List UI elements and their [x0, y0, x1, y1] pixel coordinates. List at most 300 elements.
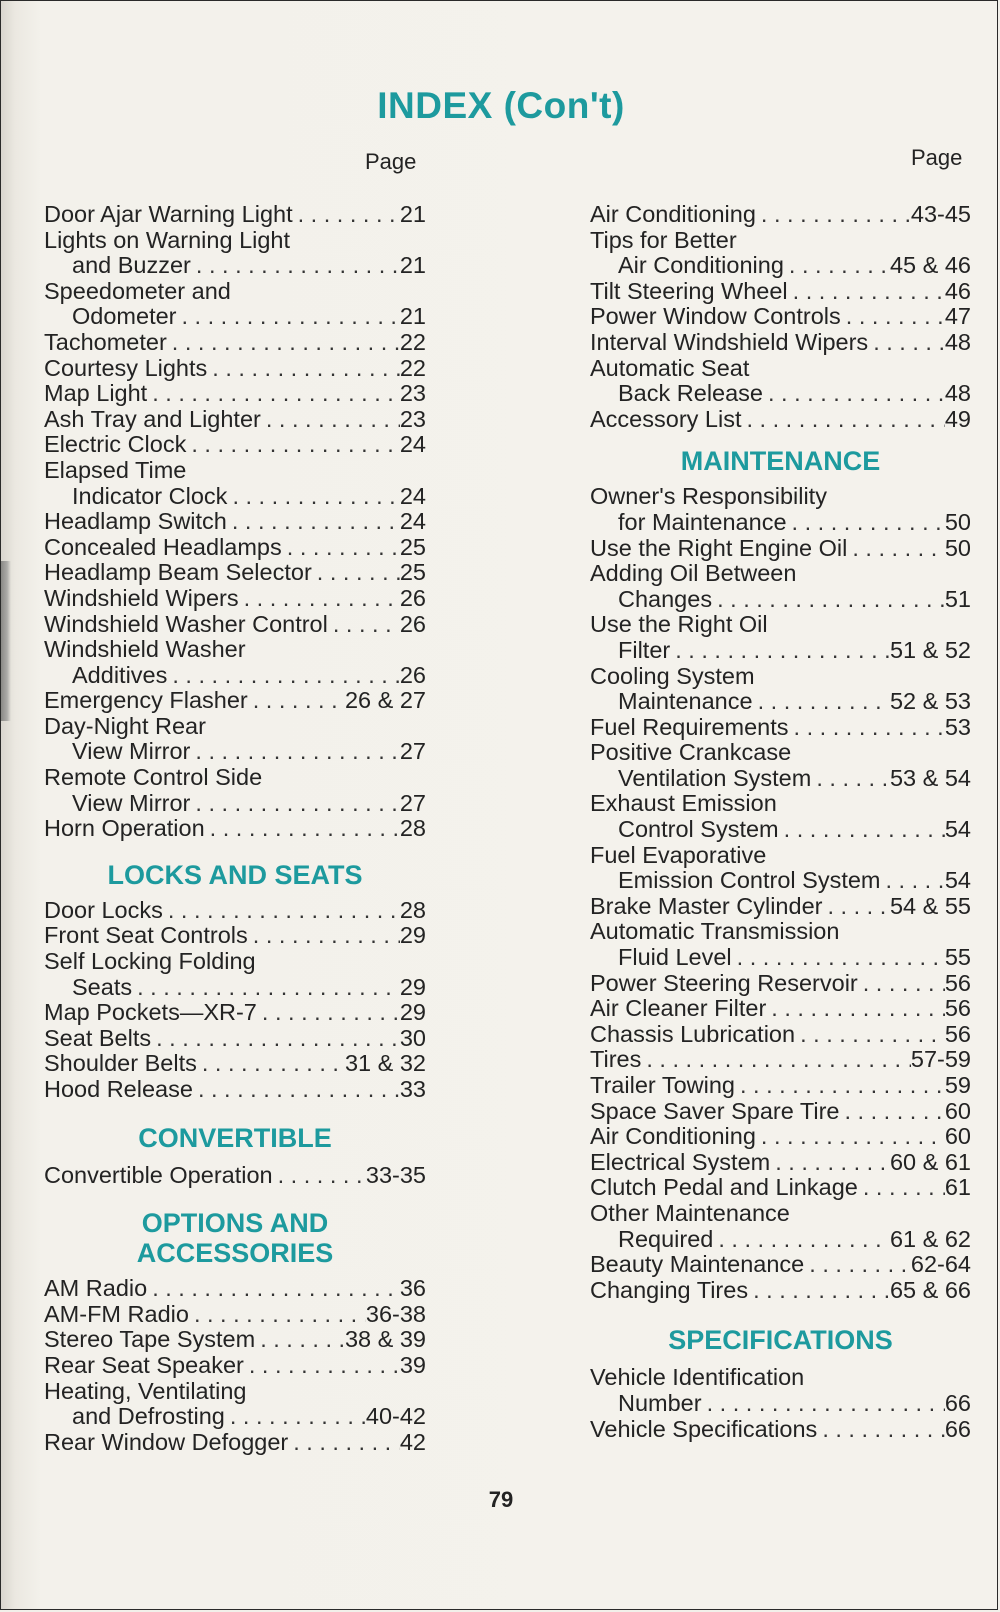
index-entry: [44, 1379, 426, 1430]
index-entry-label: Windshield Wipers: [44, 584, 239, 611]
section-heading-options-and-accessories: [44, 1208, 426, 1268]
index-entry: [44, 765, 426, 816]
index-entry: [590, 304, 971, 330]
index-entry: [44, 1000, 426, 1026]
index-entry-row: [590, 536, 971, 562]
index-entry-label: Power Window Controls: [590, 303, 841, 330]
index-entry-label: Space Saver Spare Tire: [590, 1097, 840, 1124]
index-entry-label: Ventilation System: [618, 764, 812, 791]
index-entry-label: Chassis Lubrication: [590, 1020, 796, 1047]
index-entry-label: Tilt Steering Wheel: [590, 277, 788, 304]
section-heading-line: ACCESSORIES: [136, 1238, 334, 1269]
index-entry-title: Heating, Ventilating: [44, 1377, 247, 1404]
index-entry-page: 59: [944, 1072, 971, 1098]
index-entry-row: [44, 739, 426, 765]
index-entry-row: [44, 1276, 426, 1302]
index-entry-row: [590, 996, 971, 1022]
index-entry-label: Indicator Clock: [72, 482, 228, 509]
index-entry-page: 29: [399, 973, 426, 1000]
section-heading-convertible: CONVERTIBLE: [138, 1122, 332, 1153]
index-entry-row: [44, 560, 426, 586]
index-entry: [44, 381, 426, 407]
index-entry: [590, 536, 971, 562]
index-entry-row: [44, 816, 426, 842]
dot-leader: [784, 253, 890, 279]
index-entry-label: and Defrosting: [72, 1403, 225, 1430]
index-entry-row: [44, 1404, 426, 1430]
index-entry-row: [44, 356, 426, 382]
dot-leader: [312, 560, 400, 586]
binding-shadow: [1, 561, 11, 721]
index-entry-page: 66: [944, 1389, 971, 1416]
index-entry: [590, 971, 971, 997]
dot-leader: [186, 432, 400, 458]
dot-leader: [147, 381, 400, 407]
page-column-header-left: Page: [365, 149, 417, 174]
index-entry: [590, 228, 971, 279]
dot-leader: [817, 1417, 945, 1443]
index-entry-page: 31 & 32: [344, 1050, 426, 1077]
dot-leader: [789, 715, 945, 741]
index-entry-title: Use the Right Oil: [590, 611, 768, 638]
index-entry-row: [590, 817, 971, 843]
index-entry-row: [44, 923, 426, 949]
index-entry-row: [590, 253, 971, 279]
dot-leader: [787, 510, 945, 536]
dot-leader: [742, 407, 945, 433]
dot-leader: [766, 996, 945, 1022]
index-entry: [44, 1163, 426, 1189]
index-entry-row: [44, 432, 426, 458]
index-entry-row: [44, 1163, 426, 1189]
index-entry-page: 45 & 46: [889, 252, 971, 279]
index-entry: [44, 407, 426, 433]
index-entry: [44, 949, 426, 1000]
index-entry-page: 54: [944, 867, 971, 894]
index-entry-label: Emission Control System: [618, 867, 881, 894]
index-entry-row: [44, 202, 426, 228]
index-entry-label: Trailer Towing: [590, 1072, 735, 1098]
index-entry-page: 51: [944, 585, 971, 612]
index-entry-title: Windshield Washer: [44, 636, 246, 663]
index-entry-label: Fluid Level: [618, 944, 732, 971]
dot-leader: [868, 330, 945, 356]
section-heading-line: OPTIONS AND: [141, 1208, 329, 1239]
index-entry-page: 47: [944, 303, 971, 330]
index-entry-page: 29: [399, 999, 426, 1026]
index-entry-label: Concealed Headlamps: [44, 533, 282, 560]
index-entry-title: Self Locking Folding: [44, 948, 256, 975]
dot-leader: [841, 304, 945, 330]
index-entry-label: Vehicle Specifications: [590, 1415, 818, 1442]
index-entry-row: [590, 971, 971, 997]
index-entry-page: 55: [944, 944, 971, 971]
index-entry-page: 56: [944, 969, 971, 996]
dot-leader: [712, 587, 945, 613]
index-entry: [44, 1077, 426, 1103]
index-entry: [44, 432, 426, 458]
index-entry-label: Front Seat Controls: [44, 922, 248, 949]
index-entry-label: Number: [618, 1389, 702, 1416]
index-entry-row: [590, 945, 971, 971]
dot-leader: [753, 689, 890, 715]
index-entry-label: Seats: [72, 973, 133, 1000]
index-entry-row: [590, 381, 971, 407]
index-entry-label: Door Locks: [44, 896, 163, 923]
index-group: [590, 202, 971, 432]
index-entry-row: [44, 509, 426, 535]
index-entry: [44, 560, 426, 586]
index-entry-page: 29: [399, 922, 426, 949]
dot-leader: [822, 894, 890, 920]
dot-leader: [273, 1163, 366, 1189]
dot-leader: [248, 688, 345, 714]
index-entry-label: and Buzzer: [72, 252, 191, 279]
dot-leader: [261, 407, 400, 433]
index-entry-label: Use the Right Engine Oil: [590, 534, 848, 561]
index-entry-row: [590, 1150, 971, 1176]
index-entry: [590, 279, 971, 305]
index-entry-page: 53: [944, 713, 971, 740]
index-entry-page: 24: [399, 482, 426, 509]
index-entry-row: [44, 484, 426, 510]
index-entry-page: 39: [399, 1351, 426, 1378]
index-entry-page: 52 & 53: [889, 688, 971, 715]
index-entry-row: [590, 689, 971, 715]
dot-leader: [795, 1022, 945, 1048]
index-entry-page: 26: [399, 584, 426, 611]
index-entry-title: Speedometer and: [44, 277, 231, 304]
index-entry-label: Ash Tray and Lighter: [44, 405, 261, 432]
index-entry: [590, 1150, 971, 1176]
index-entry: [590, 919, 971, 970]
index-entry: [590, 202, 971, 228]
index-entry-page: 50: [944, 534, 971, 561]
index-entry-row: [44, 1430, 426, 1456]
index-entry-row: [44, 1353, 426, 1379]
index-entry-label: Air Cleaner Filter: [590, 995, 767, 1022]
index-entry-label: Air Conditioning: [590, 1123, 756, 1150]
dot-leader: [227, 509, 400, 535]
dot-leader: [732, 945, 945, 971]
dot-leader: [641, 1047, 911, 1073]
dot-leader: [735, 1073, 945, 1099]
index-entry-title: Fuel Evaporative: [590, 841, 767, 868]
dot-leader: [255, 1327, 345, 1353]
index-entry-label: Electric Clock: [44, 431, 187, 458]
dot-leader: [770, 1150, 890, 1176]
index-entry: [44, 228, 426, 279]
index-entry-row: [590, 894, 971, 920]
index-entry-page: 21: [399, 252, 426, 279]
index-entry-label: Seat Belts: [44, 1024, 152, 1051]
index-entry-page: 56: [944, 1020, 971, 1047]
index-entry: [590, 1252, 971, 1278]
index-entry: [44, 688, 426, 714]
dot-leader: [207, 356, 400, 382]
index-entry-row: [590, 279, 971, 305]
index-entry: [44, 1327, 426, 1353]
index-entry: [590, 1175, 971, 1201]
index-entry-label: Headlamp Switch: [44, 508, 227, 535]
index-entry-page: 26 & 27: [344, 687, 426, 714]
page-column-header-right: Page: [911, 145, 963, 170]
index-entry: [44, 1276, 426, 1302]
index-entry-title: Automatic Seat: [590, 354, 750, 381]
dot-leader: [282, 535, 400, 561]
index-entry: [44, 509, 426, 535]
index-entry-label: Maintenance: [618, 688, 753, 715]
dot-leader: [328, 612, 400, 638]
dot-leader: [763, 381, 945, 407]
index-entry-page: 49: [944, 405, 971, 432]
index-column-left: [44, 202, 426, 1455]
index-entry-label: Interval Windshield Wipers: [590, 328, 869, 355]
index-entry-label: Shoulder Belts: [44, 1050, 197, 1077]
index-entry: [44, 923, 426, 949]
index-entry-label: Courtesy Lights: [44, 354, 208, 381]
index-entry-page: 46: [944, 277, 971, 304]
index-entry-label: Changes: [618, 585, 713, 612]
index-entry: [590, 1099, 971, 1125]
index-entry: [44, 714, 426, 765]
index-entry-page: 22: [399, 328, 426, 355]
index-entry: [590, 715, 971, 741]
index-entry-row: [44, 253, 426, 279]
index-entry-row: [590, 1124, 971, 1150]
index-entry-label: Filter: [618, 636, 671, 663]
dot-leader: [713, 1227, 890, 1253]
index-entry: [44, 1302, 426, 1328]
index-entry-page: 51 & 52: [889, 636, 971, 663]
index-entry-label: Control System: [618, 816, 779, 843]
index-entry: [590, 484, 971, 535]
dot-leader: [881, 868, 945, 894]
index-column-right: [590, 202, 971, 1442]
index-entry-label: Horn Operation: [44, 815, 205, 842]
dot-leader: [227, 484, 399, 510]
index-entry-label: Tachometer: [44, 328, 167, 355]
index-entry-title: Cooling System: [590, 662, 755, 689]
index-group: [44, 202, 426, 842]
index-entry-page: 24: [399, 508, 426, 535]
index-entry: [44, 458, 426, 509]
index-entry-label: Convertible Operation: [44, 1161, 273, 1188]
index-entry-page: 26: [399, 661, 426, 688]
dot-leader: [257, 1000, 400, 1026]
dot-leader: [151, 1026, 400, 1052]
index-entry-label: View Mirror: [72, 789, 191, 816]
index-entry: [44, 612, 426, 638]
index-entry-page: 22: [399, 354, 426, 381]
index-entry-label: Hood Release: [44, 1076, 193, 1102]
dot-leader: [197, 1051, 345, 1077]
index-entry-label: Emergency Flasher: [44, 687, 248, 714]
index-entry: [590, 1201, 971, 1252]
index-entry-row: [44, 1327, 426, 1353]
dot-leader: [756, 1124, 945, 1150]
index-entry-row: [44, 1026, 426, 1052]
index-entry: [590, 740, 971, 791]
index-entry-row: [44, 1302, 426, 1328]
dot-leader: [193, 1077, 400, 1103]
index-entry-page: 27: [399, 789, 426, 816]
dot-leader: [189, 1302, 366, 1328]
index-entry-label: Required: [618, 1225, 714, 1252]
index-entry-row: [590, 868, 971, 894]
index-entry-page: 53 & 54: [889, 764, 971, 791]
index-entry-row: [590, 1227, 971, 1253]
index-entry-page: 50: [944, 508, 971, 535]
index-entry-page: 28: [399, 896, 426, 923]
index-entry: [590, 1278, 971, 1304]
index-entry-row: [44, 612, 426, 638]
index-entry-label: Brake Master Cylinder: [590, 892, 823, 919]
index-entry: [44, 330, 426, 356]
index-entry: [590, 1124, 971, 1150]
index-entry: [44, 202, 426, 228]
index-entry-label: Additives: [72, 661, 168, 688]
index-entry-row: [44, 1051, 426, 1077]
index-entry: [44, 1026, 426, 1052]
index-entry: [590, 894, 971, 920]
index-entry-page: 43-45: [910, 201, 971, 227]
index-group: [44, 1163, 426, 1189]
index-entry: [590, 996, 971, 1022]
dot-leader: [670, 638, 890, 664]
section-heading-locks-and-seats: LOCKS AND SEATS: [107, 859, 363, 890]
dot-leader: [779, 817, 945, 843]
index-entry-row: [44, 975, 426, 1001]
index-entry-label: Map Pockets—XR-7: [44, 999, 257, 1026]
index-entry-title: Lights on Warning Light: [44, 226, 291, 253]
dot-leader: [288, 1430, 400, 1456]
index-entry-label: Tires: [590, 1046, 642, 1073]
dot-leader: [804, 1252, 911, 1278]
index-entry-title: Exhaust Emission: [590, 790, 777, 817]
index-entry: [590, 664, 971, 715]
index-entry-label: Accessory List: [590, 405, 742, 432]
index-entry: [44, 1430, 426, 1456]
index-entry-page: 66: [944, 1415, 971, 1442]
index-entry-label: Electrical System: [590, 1148, 771, 1175]
index-entry-label: Changing Tires: [590, 1276, 749, 1303]
index-entry: [44, 356, 426, 382]
index-entry-page: 23: [399, 405, 426, 432]
section-heading-maintenance: MAINTENANCE: [680, 446, 881, 477]
index-entry-page: 54: [944, 816, 971, 843]
index-entry-row: [590, 766, 971, 792]
index-entry-page: 56: [944, 995, 971, 1022]
index-entry-title: Positive Crankcase: [590, 739, 792, 766]
index-entry-label: AM-FM Radio: [44, 1300, 189, 1327]
index-entry-page: 60: [944, 1123, 971, 1150]
dot-leader: [167, 330, 400, 356]
index-entry: [590, 791, 971, 842]
index-entry-page: 57-59: [910, 1046, 971, 1073]
index-entry-row: [590, 715, 971, 741]
index-entry-page: 65 & 66: [889, 1276, 971, 1303]
dot-leader: [293, 202, 400, 228]
index-entry-row: [590, 1099, 971, 1125]
index-entry-row: [590, 1417, 971, 1443]
index-entry-label: Map Light: [44, 380, 148, 407]
index-entry-row: [44, 330, 426, 356]
index-entry-page: 61 & 62: [889, 1225, 971, 1252]
index-entry-row: [590, 1073, 971, 1099]
index-entry-title: Vehicle Identification: [590, 1364, 805, 1391]
index-entry-label: Windshield Washer Control: [44, 610, 328, 637]
dot-leader: [788, 279, 945, 305]
index-entry-row: [44, 304, 426, 330]
index-entry-page: 21: [399, 303, 426, 330]
index-entry: [590, 1047, 971, 1073]
dot-leader: [847, 536, 945, 562]
dot-leader: [190, 791, 399, 817]
index-entry-page: 30: [399, 1024, 426, 1051]
index-entry: [590, 1365, 971, 1416]
index-group: [44, 898, 426, 1103]
index-entry-row: [590, 407, 971, 433]
index-entry-page: 25: [399, 533, 426, 560]
dot-leader: [167, 663, 400, 689]
dot-leader: [132, 975, 400, 1001]
index-entry: [44, 637, 426, 688]
index-entry-row: [44, 535, 426, 561]
index-entry-row: [590, 638, 971, 664]
index-entry-label: Door Ajar Warning Light: [44, 201, 293, 227]
index-entry: [44, 279, 426, 330]
index-entry: [44, 816, 426, 842]
index-entry-title: Adding Oil Between: [590, 560, 797, 587]
dot-leader: [840, 1099, 945, 1125]
index-entry-row: [590, 1252, 971, 1278]
index-entry-row: [590, 1391, 971, 1417]
index-entry-label: Air Conditioning: [618, 252, 784, 279]
index-entry: [590, 330, 971, 356]
dot-leader: [190, 739, 399, 765]
index-entry-page: 38 & 39: [344, 1326, 426, 1353]
index-entry-page: 26: [399, 610, 426, 637]
index-entry-row: [44, 663, 426, 689]
index-entry-page: 48: [944, 328, 971, 355]
dot-leader: [225, 1404, 366, 1430]
index-entry-page: 40-42: [365, 1403, 426, 1430]
index-entry-label: Headlamp Beam Selector: [44, 559, 312, 586]
index-entry-row: [44, 898, 426, 924]
index-entry: [590, 561, 971, 612]
index-entry-label: Rear Seat Speaker: [44, 1351, 244, 1378]
index-entry-label: Stereo Tape System: [44, 1326, 256, 1353]
index-entry-label: Clutch Pedal and Linkage: [590, 1174, 858, 1201]
index-entry: [590, 843, 971, 894]
index-entry-row: [44, 1077, 426, 1103]
index-entry-page: 27: [399, 738, 426, 765]
index-entry-page: 24: [399, 431, 426, 458]
index-entry-label: Fuel Requirements: [590, 713, 789, 740]
page-title: INDEX (Con't): [377, 85, 625, 126]
section-heading-specifications: SPECIFICATIONS: [668, 1325, 893, 1356]
index-entry: [590, 1022, 971, 1048]
dot-leader: [205, 816, 400, 842]
index-entry-page: 60: [944, 1097, 971, 1124]
index-entry: [590, 1073, 971, 1099]
index-entry-row: [590, 510, 971, 536]
index-entry-page: 28: [399, 815, 426, 842]
index-entry-row: [44, 407, 426, 433]
dot-leader: [858, 971, 945, 997]
dot-leader: [748, 1278, 890, 1304]
